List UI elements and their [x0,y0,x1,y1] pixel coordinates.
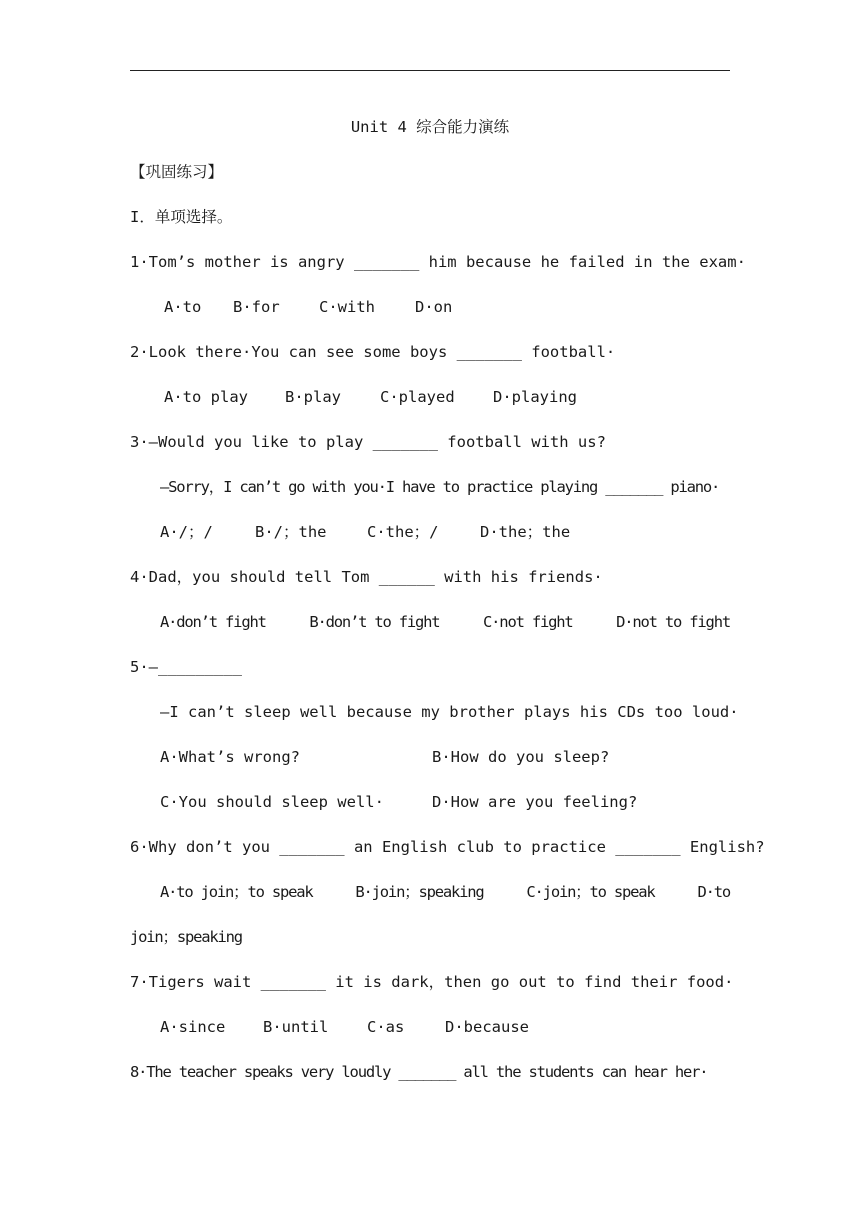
question-7: 7·Tigers wait _______ it is dark，then go out to find their food· [130,973,734,991]
q2-option-b: B·play [285,388,341,406]
q4-option-b: B·don’t to fight [309,613,440,631]
q6-option-d: D·to [697,883,730,901]
page-title: Unit 4 综合能力演练 [350,118,510,136]
q1-option-b: B·for [233,298,280,316]
q1-option-d: D·on [415,298,453,316]
q6-options [160,882,730,902]
q6-option-c: C·join；to speak [526,883,655,901]
section-heading: 【巩固练习】 [130,163,224,181]
part-heading: I．单项选择。 [130,208,233,226]
question-2: 2·Look there·You can see some boys _______ football· [130,343,616,361]
question-1: 1·Tom’s mother is angry _______ him because he failed in the exam· [130,253,746,271]
q6-option-b: B·join；speaking [355,883,484,901]
question-3-reply: —Sorry，I can’t go with you·I have to practice playing _______ piano· [160,478,720,496]
q3-option-d: D·the；the [480,523,571,541]
question-4: 4·Dad，you should tell Tom ______ with his friends· [130,568,603,586]
q6-option-d-wrap: join；speaking [130,928,242,946]
header-rule [130,70,730,71]
question-5: 5·—_________ [130,658,242,676]
question-8: 8·The teacher speaks very loudly _______ all the students can hear her· [130,1063,708,1081]
q2-option-c: C·played [380,388,455,406]
q6-option-a: A·to join；to speak [160,883,313,901]
q5-option-d: D·How are you feeling? [432,793,638,811]
q4-option-a: A·don’t fight [160,613,266,631]
q3-option-a: A·/；/ [160,523,213,541]
q2-option-a: A·to play [164,388,248,406]
q1-option-c: C·with [319,298,375,316]
q3-option-c: C·the；/ [367,523,439,541]
q1-option-a: A·to [164,298,202,316]
q5-option-a: A·What’s wrong? [160,748,300,766]
q7-option-a: A·since [160,1018,226,1036]
question-5-reply: —I can’t sleep well because my brother plays his CDs too loud· [160,703,739,721]
question-6: 6·Why don’t you _______ an English club to practice _______ English? [130,838,765,856]
q5-option-b: B·How do you sleep? [432,748,610,766]
q4-option-c: C·not fight [483,613,573,631]
q4-options [160,612,730,632]
q2-option-d: D·playing [493,388,577,406]
q7-option-c: C·as [367,1018,405,1036]
q3-option-b: B·/；the [255,523,327,541]
q4-option-d: D·not to fight [616,613,730,631]
q7-option-b: B·until [263,1018,329,1036]
q7-option-d: D·because [445,1018,529,1036]
q5-option-c: C·You should sleep well· [160,793,384,811]
question-3: 3·—Would you like to play _______ football with us? [130,433,606,451]
